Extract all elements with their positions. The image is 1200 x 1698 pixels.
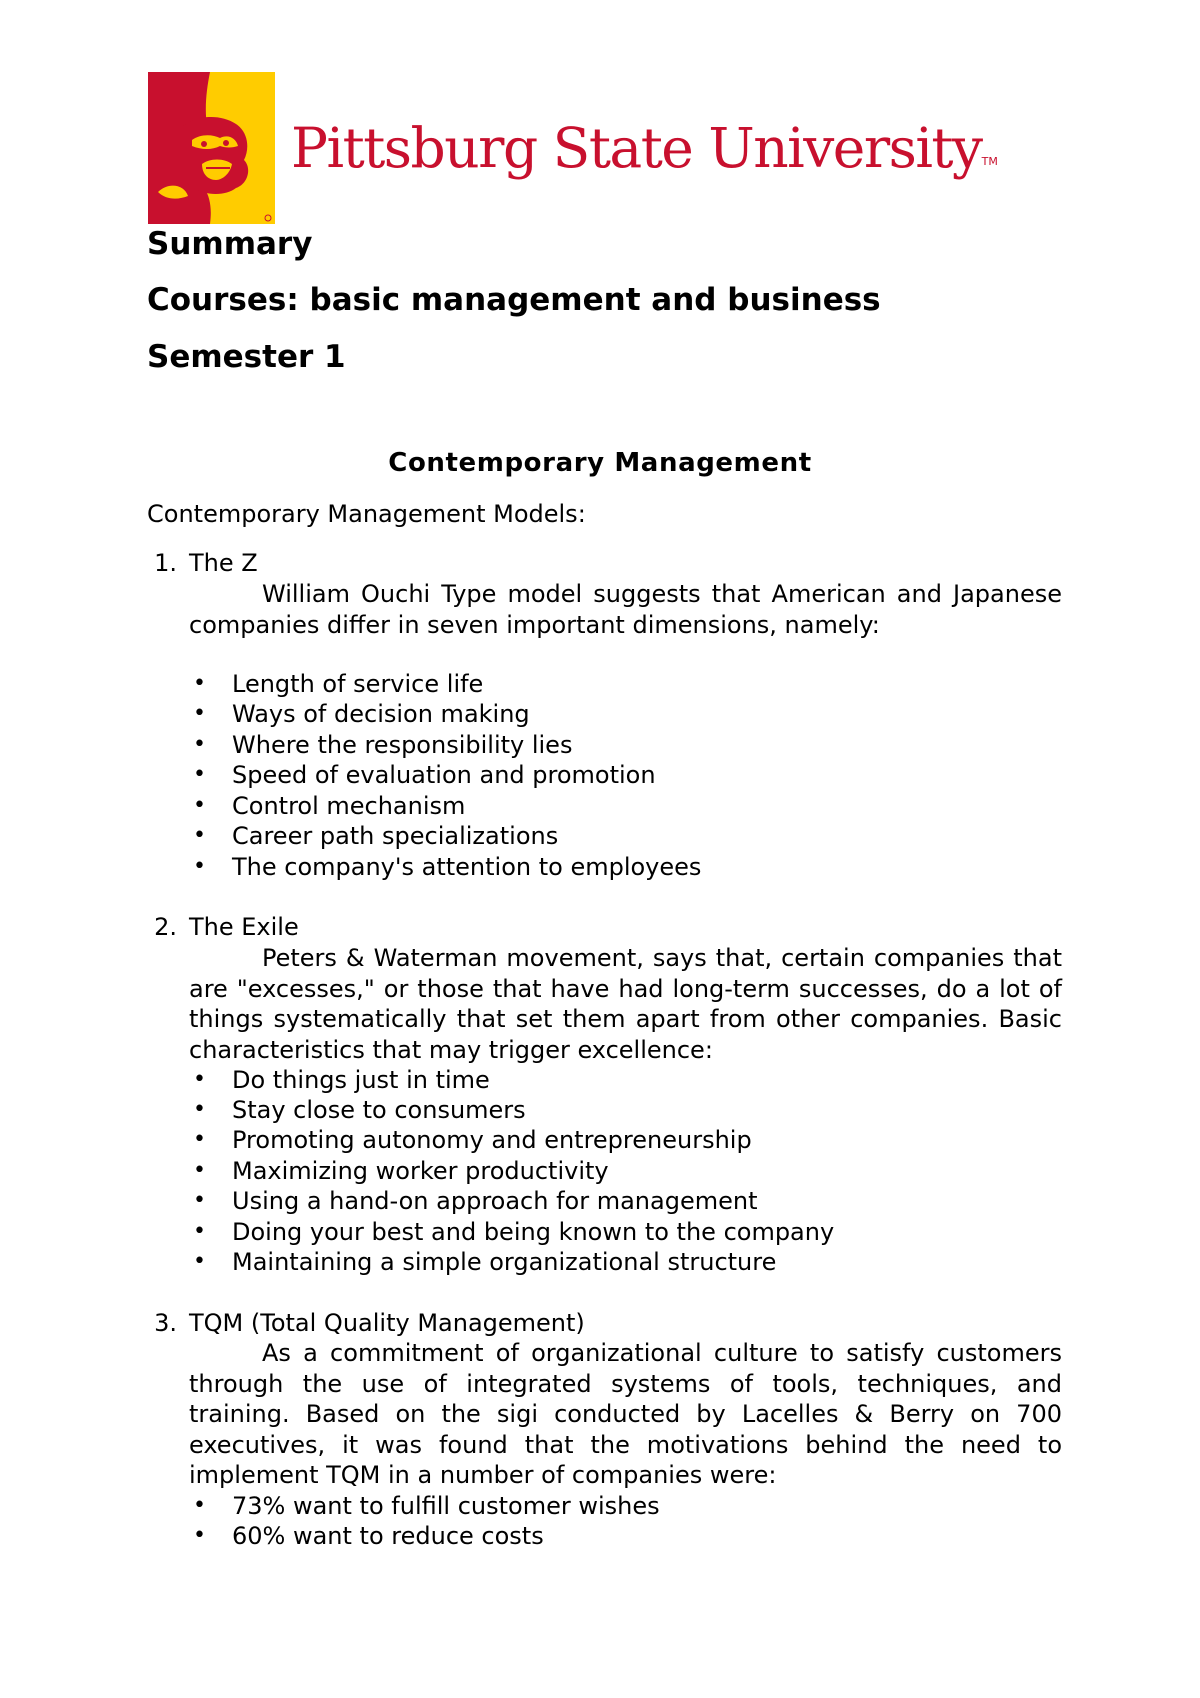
list-item: Length of service life: [232, 670, 484, 698]
gorilla-mascot-logo: [148, 72, 275, 224]
bullet-icon: •: [193, 1158, 206, 1183]
bullet-icon: •: [193, 701, 206, 726]
list-item: Maintaining a simple organizational structure: [232, 1248, 777, 1276]
bullet-icon: •: [193, 671, 206, 696]
bullet-icon: •: [193, 854, 206, 879]
list-item: Where the responsibility lies: [232, 731, 573, 759]
model-paragraph: William Ouchi Type model suggests that American and Japanese companies differ in seven important dimensions, namely:: [189, 580, 1062, 639]
bullet-icon: •: [193, 1249, 206, 1274]
list-item: 73% want to fulfill customer wishes: [232, 1492, 660, 1520]
intro-text: Contemporary Management Models:: [147, 500, 586, 528]
model-number: 3.: [154, 1309, 177, 1337]
university-logo: [148, 72, 998, 224]
model-title: The Exile: [189, 913, 299, 941]
summary-heading: Summary: [147, 226, 313, 262]
model-title: TQM (Total Quality Management): [189, 1309, 585, 1337]
bullet-icon: •: [193, 1493, 206, 1518]
bullet-icon: •: [193, 823, 206, 848]
model-number: 1.: [154, 549, 177, 577]
semester-heading: Semester 1: [147, 339, 346, 375]
list-item: Ways of decision making: [232, 700, 530, 728]
list-item: Using a hand-on approach for management: [232, 1187, 758, 1215]
model-paragraph: As a commitment of organizational culture to satisfy customers through the use of integrated systems of tools, techniques, and training. Based on the sigi conducted by Lacelles & Berry on 700 executives, it was found that the motivations behind the need to implement TQM in a number of companies were:: [189, 1339, 1062, 1489]
model-paragraph: Peters & Waterman movement, says that, certain companies that are "excesses," or those that have had long-term successes, do a lot of things systematically that set them apart from other companies. Basic characteristics that may trigger excellence:: [189, 944, 1062, 1064]
list-item: 60% want to reduce costs: [232, 1522, 544, 1550]
list-item: Stay close to consumers: [232, 1096, 526, 1124]
model-title: The Z: [189, 549, 258, 577]
bullet-icon: •: [193, 1127, 206, 1152]
model-number: 2.: [154, 913, 177, 941]
bullet-icon: •: [193, 1097, 206, 1122]
bullet-icon: •: [193, 762, 206, 787]
university-wordmark: Pittsburg State University™: [291, 116, 998, 180]
list-item: Career path specializations: [232, 822, 559, 850]
bullet-icon: •: [193, 1523, 206, 1548]
courses-heading: Courses: basic management and business: [147, 282, 881, 318]
list-item: The company's attention to employees: [232, 853, 702, 881]
list-item: Maximizing worker productivity: [232, 1157, 609, 1185]
bullet-icon: •: [193, 1067, 206, 1092]
list-item: Do things just in time: [232, 1066, 490, 1094]
bullet-icon: •: [193, 793, 206, 818]
section-title: Contemporary Management: [388, 448, 812, 478]
list-item: Promoting autonomy and entrepreneurship: [232, 1126, 752, 1154]
list-item: Speed of evaluation and promotion: [232, 761, 656, 789]
list-item: Control mechanism: [232, 792, 466, 820]
list-item: Doing your best and being known to the company: [232, 1218, 835, 1246]
bullet-icon: •: [193, 732, 206, 757]
bullet-icon: •: [193, 1188, 206, 1213]
bullet-icon: •: [193, 1219, 206, 1244]
